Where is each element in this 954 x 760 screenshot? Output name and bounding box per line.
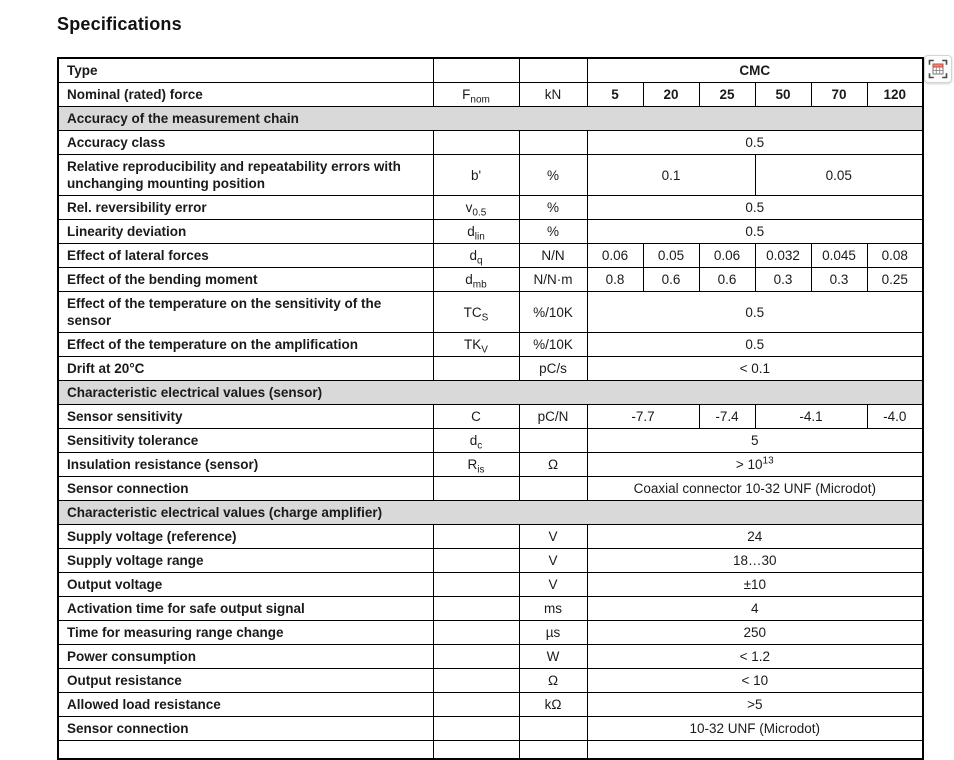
specifications-table-container bbox=[57, 57, 924, 760]
param-label-cell: Effect of lateral forces bbox=[58, 244, 433, 268]
table-row bbox=[58, 669, 923, 693]
param-label-cell: Effect of the temperature on the sensitivity of the sensor bbox=[58, 292, 433, 333]
symbol-cell bbox=[433, 525, 519, 549]
param-label-cell: Output voltage bbox=[58, 573, 433, 597]
unit-cell: % bbox=[519, 155, 587, 196]
unit-cell: %/10K bbox=[519, 292, 587, 333]
symbol-cell: $d_q$ bbox=[433, 244, 519, 268]
symbol-cell: $d_c$ bbox=[433, 429, 519, 453]
param-label-cell: Nominal (rated) force bbox=[58, 83, 433, 107]
value-cell: 0.05 bbox=[643, 244, 699, 268]
value-cell: >5 bbox=[587, 693, 923, 717]
symbol-cell: C bbox=[433, 405, 519, 429]
symbol-cell bbox=[433, 741, 519, 760]
table-row bbox=[58, 405, 923, 429]
value-cell: 0.3 bbox=[755, 268, 811, 292]
value-cell: < 1.2 bbox=[587, 645, 923, 669]
symbol-cell: $TC_S$ bbox=[433, 292, 519, 333]
param-label-cell: Insulation resistance (sensor) bbox=[58, 453, 433, 477]
value-cell: 0.5 bbox=[587, 292, 923, 333]
header-value-cell: 50 bbox=[755, 83, 811, 107]
param-label-cell: Sensor connection bbox=[58, 717, 433, 741]
table-row bbox=[58, 477, 923, 501]
table-row bbox=[58, 196, 923, 220]
value-cell: 0.032 bbox=[755, 244, 811, 268]
value-cell: 0.08 bbox=[867, 244, 923, 268]
param-label-cell: Sensor sensitivity bbox=[58, 405, 433, 429]
value-cell bbox=[587, 741, 923, 760]
value-cell: 0.045 bbox=[811, 244, 867, 268]
unit-cell bbox=[519, 717, 587, 741]
symbol-cell bbox=[433, 357, 519, 381]
value-cell: 0.5 bbox=[587, 220, 923, 244]
value-cell: 0.5 bbox=[587, 333, 923, 357]
header-value-cell: CMC bbox=[587, 58, 923, 83]
unit-cell: % bbox=[519, 196, 587, 220]
table-row bbox=[58, 268, 923, 292]
unit-cell: Ω bbox=[519, 669, 587, 693]
value-cell: -4.0 bbox=[867, 405, 923, 429]
value-cell: < 0.1 bbox=[587, 357, 923, 381]
section-row bbox=[58, 501, 923, 525]
table-row bbox=[58, 453, 923, 477]
value-cell: 0.6 bbox=[643, 268, 699, 292]
unit-cell: kΩ bbox=[519, 693, 587, 717]
param-label-cell: Effect of the bending moment bbox=[58, 268, 433, 292]
table-row bbox=[58, 429, 923, 453]
param-label-cell: Power consumption bbox=[58, 645, 433, 669]
table-row bbox=[58, 83, 923, 107]
unit-cell: V bbox=[519, 525, 587, 549]
table-capture-icon bbox=[928, 59, 948, 79]
unit-cell: V bbox=[519, 573, 587, 597]
unit-cell bbox=[519, 58, 587, 83]
table-row bbox=[58, 244, 923, 268]
header-value-cell: 5 bbox=[587, 83, 643, 107]
symbol-cell: $TK_V$ bbox=[433, 333, 519, 357]
value-cell: 5 bbox=[587, 429, 923, 453]
unit-cell: pC/N bbox=[519, 405, 587, 429]
symbol-cell: $d_{mb}$ bbox=[433, 268, 519, 292]
table-row bbox=[58, 741, 923, 760]
header-value-cell: 70 bbox=[811, 83, 867, 107]
symbol-cell bbox=[433, 58, 519, 83]
param-label-cell: Activation time for safe output signal bbox=[58, 597, 433, 621]
specifications-table bbox=[57, 57, 924, 760]
unit-cell: W bbox=[519, 645, 587, 669]
symbol-cell bbox=[433, 717, 519, 741]
param-label-cell: Type bbox=[58, 58, 433, 83]
unit-cell: N/N·m bbox=[519, 268, 587, 292]
table-row bbox=[58, 549, 923, 573]
section-header-cell: Accuracy of the measurement chain bbox=[58, 107, 923, 131]
value-cell: 24 bbox=[587, 525, 923, 549]
param-label-cell: Accuracy class bbox=[58, 131, 433, 155]
value-cell: 0.5 bbox=[587, 196, 923, 220]
value-cell: -7.4 bbox=[699, 405, 755, 429]
symbol-cell bbox=[433, 669, 519, 693]
unit-cell: V bbox=[519, 549, 587, 573]
value-cell: 0.5 bbox=[587, 131, 923, 155]
symbol-cell bbox=[433, 573, 519, 597]
value-cell: 0.8 bbox=[587, 268, 643, 292]
section-row bbox=[58, 381, 923, 405]
header-value-cell: 20 bbox=[643, 83, 699, 107]
value-cell: > $10^{13}$ bbox=[587, 453, 923, 477]
table-row bbox=[58, 292, 923, 333]
param-label-cell: Supply voltage range bbox=[58, 549, 433, 573]
table-row bbox=[58, 717, 923, 741]
table-row bbox=[58, 645, 923, 669]
unit-cell bbox=[519, 131, 587, 155]
table-row bbox=[58, 525, 923, 549]
value-cell: 0.06 bbox=[699, 244, 755, 268]
param-label-cell: Output resistance bbox=[58, 669, 433, 693]
page-title: Specifications bbox=[57, 14, 182, 35]
symbol-cell: $d_{lin}$ bbox=[433, 220, 519, 244]
symbol-cell bbox=[433, 477, 519, 501]
value-cell: 0.1 bbox=[587, 155, 755, 196]
value-cell: 4 bbox=[587, 597, 923, 621]
symbol-cell: $R_{is}$ bbox=[433, 453, 519, 477]
param-label-cell: Linearity deviation bbox=[58, 220, 433, 244]
unit-cell: kN bbox=[519, 83, 587, 107]
table-row bbox=[58, 333, 923, 357]
value-cell: 10-32 UNF (Microdot) bbox=[587, 717, 923, 741]
table-row bbox=[58, 573, 923, 597]
table-row bbox=[58, 693, 923, 717]
symbol-cell: $v_{0.5}$ bbox=[433, 196, 519, 220]
param-label-cell: Relative reproducibility and repeatability errors with unchanging mounting position bbox=[58, 155, 433, 196]
unit-cell bbox=[519, 741, 587, 760]
value-cell: 0.6 bbox=[699, 268, 755, 292]
symbol-cell bbox=[433, 621, 519, 645]
symbol-cell: $F_{nom}$ bbox=[433, 83, 519, 107]
header-value-cell: 120 bbox=[867, 83, 923, 107]
value-cell: 0.25 bbox=[867, 268, 923, 292]
unit-cell: µs bbox=[519, 621, 587, 645]
unit-cell: % bbox=[519, 220, 587, 244]
value-cell: 0.05 bbox=[755, 155, 923, 196]
param-label-cell: Rel. reversibility error bbox=[58, 196, 433, 220]
param-label-cell: Sensor connection bbox=[58, 477, 433, 501]
value-cell: 18…30 bbox=[587, 549, 923, 573]
value-cell: < 10 bbox=[587, 669, 923, 693]
value-cell: -4.1 bbox=[755, 405, 867, 429]
section-header-cell: Characteristic electrical values (charge amplifier) bbox=[58, 501, 923, 525]
unit-cell bbox=[519, 477, 587, 501]
section-row bbox=[58, 107, 923, 131]
param-label-cell: Sensitivity tolerance bbox=[58, 429, 433, 453]
unit-cell: %/10K bbox=[519, 333, 587, 357]
unit-cell: pC/s bbox=[519, 357, 587, 381]
value-cell: ±10 bbox=[587, 573, 923, 597]
symbol-cell bbox=[433, 693, 519, 717]
value-cell: Coaxial connector 10-32 UNF (Microdot) bbox=[587, 477, 923, 501]
symbol-cell: b' bbox=[433, 155, 519, 196]
param-label-cell: Supply voltage (reference) bbox=[58, 525, 433, 549]
symbol-cell bbox=[433, 597, 519, 621]
unit-cell: ms bbox=[519, 597, 587, 621]
param-label-cell bbox=[58, 741, 433, 760]
symbol-cell bbox=[433, 549, 519, 573]
value-cell: 250 bbox=[587, 621, 923, 645]
table-capture-button[interactable] bbox=[924, 55, 952, 83]
table-row bbox=[58, 220, 923, 244]
param-label-cell: Drift at 20°C bbox=[58, 357, 433, 381]
header-value-cell: 25 bbox=[699, 83, 755, 107]
table-row bbox=[58, 131, 923, 155]
param-label-cell: Allowed load resistance bbox=[58, 693, 433, 717]
symbol-cell bbox=[433, 645, 519, 669]
unit-cell: Ω bbox=[519, 453, 587, 477]
value-cell: 0.3 bbox=[811, 268, 867, 292]
param-label-cell: Time for measuring range change bbox=[58, 621, 433, 645]
unit-cell bbox=[519, 429, 587, 453]
unit-cell: N/N bbox=[519, 244, 587, 268]
table-row bbox=[58, 58, 923, 83]
section-header-cell: Characteristic electrical values (sensor) bbox=[58, 381, 923, 405]
value-cell: -7.7 bbox=[587, 405, 699, 429]
param-label-cell: Effect of the temperature on the amplification bbox=[58, 333, 433, 357]
table-row bbox=[58, 621, 923, 645]
value-cell: 0.06 bbox=[587, 244, 643, 268]
spec-table-body bbox=[58, 58, 923, 759]
symbol-cell bbox=[433, 131, 519, 155]
table-row bbox=[58, 597, 923, 621]
table-row bbox=[58, 357, 923, 381]
table-row bbox=[58, 155, 923, 196]
